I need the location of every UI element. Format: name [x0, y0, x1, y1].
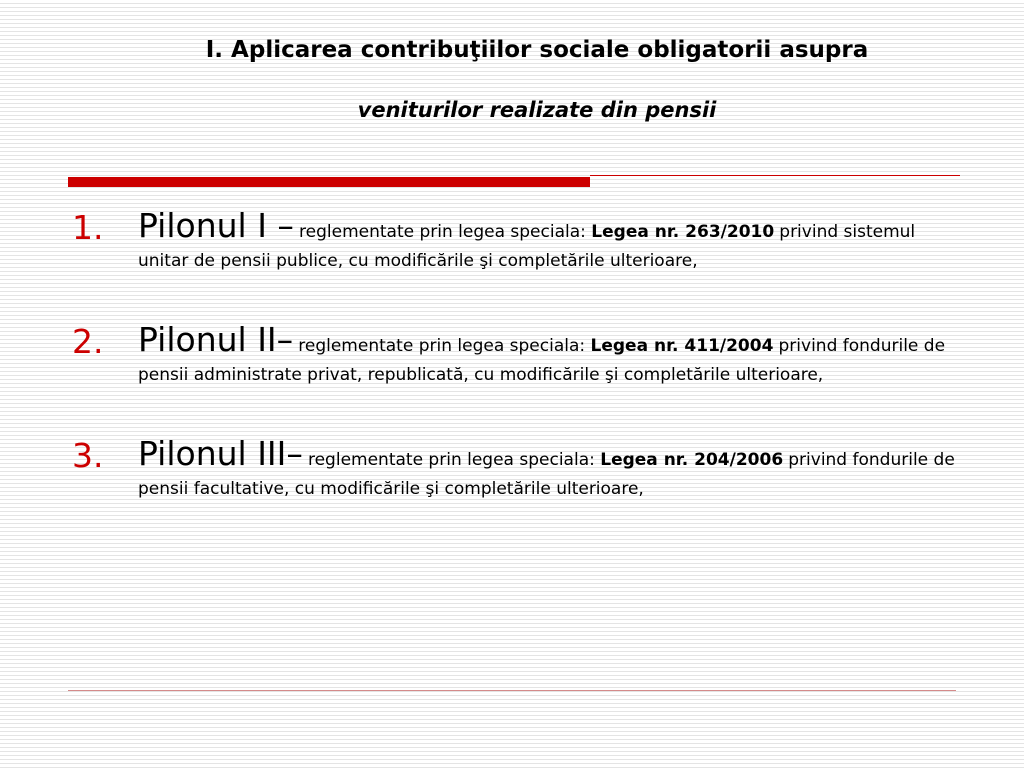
list-item-pilonul-3	[72, 434, 962, 504]
pillar-description: privind fondurile de pensii facultative, cu modificările şi completările ulterioare,	[138, 450, 955, 499]
footer-divider-line	[68, 690, 956, 691]
title-divider-line	[590, 175, 960, 176]
pillar-description: privind sistemul unitar de pensii publice, cu modificările şi completările ulterioare,	[138, 222, 916, 271]
pillar-heading: Pilonul I –	[138, 206, 294, 245]
pillar-intro: reglementate prin legea speciala:	[298, 336, 591, 356]
law-reference: Legea nr. 411/2004	[590, 336, 774, 356]
pillar-heading: Pilonul II–	[138, 320, 294, 359]
slide-title: I. Aplicarea contribuţiilor sociale obligatorii asupra	[205, 37, 869, 63]
list-number: 2.	[72, 322, 104, 361]
list-item-pilonul-1	[72, 206, 962, 276]
pillar-intro: reglementate prin legea speciala:	[307, 450, 601, 470]
law-reference: Legea nr. 263/2010	[591, 222, 775, 242]
pillar-description: privind fondurile de pensii administrate privat, republicată, cu modificările şi completările ulterioare,	[138, 336, 946, 385]
title-divider-bar	[68, 177, 590, 187]
pillar-intro: reglementate prin legea speciala:	[299, 222, 592, 242]
law-reference: Legea nr. 204/2006	[600, 450, 784, 470]
list-number: 1.	[72, 208, 104, 247]
list-number: 3.	[72, 436, 104, 475]
pillar-heading: Pilonul III–	[138, 434, 303, 473]
list-item-pilonul-2	[72, 320, 962, 390]
slide-subtitle: veniturilor realizate din pensii	[357, 98, 717, 122]
pillar-list	[72, 206, 962, 548]
